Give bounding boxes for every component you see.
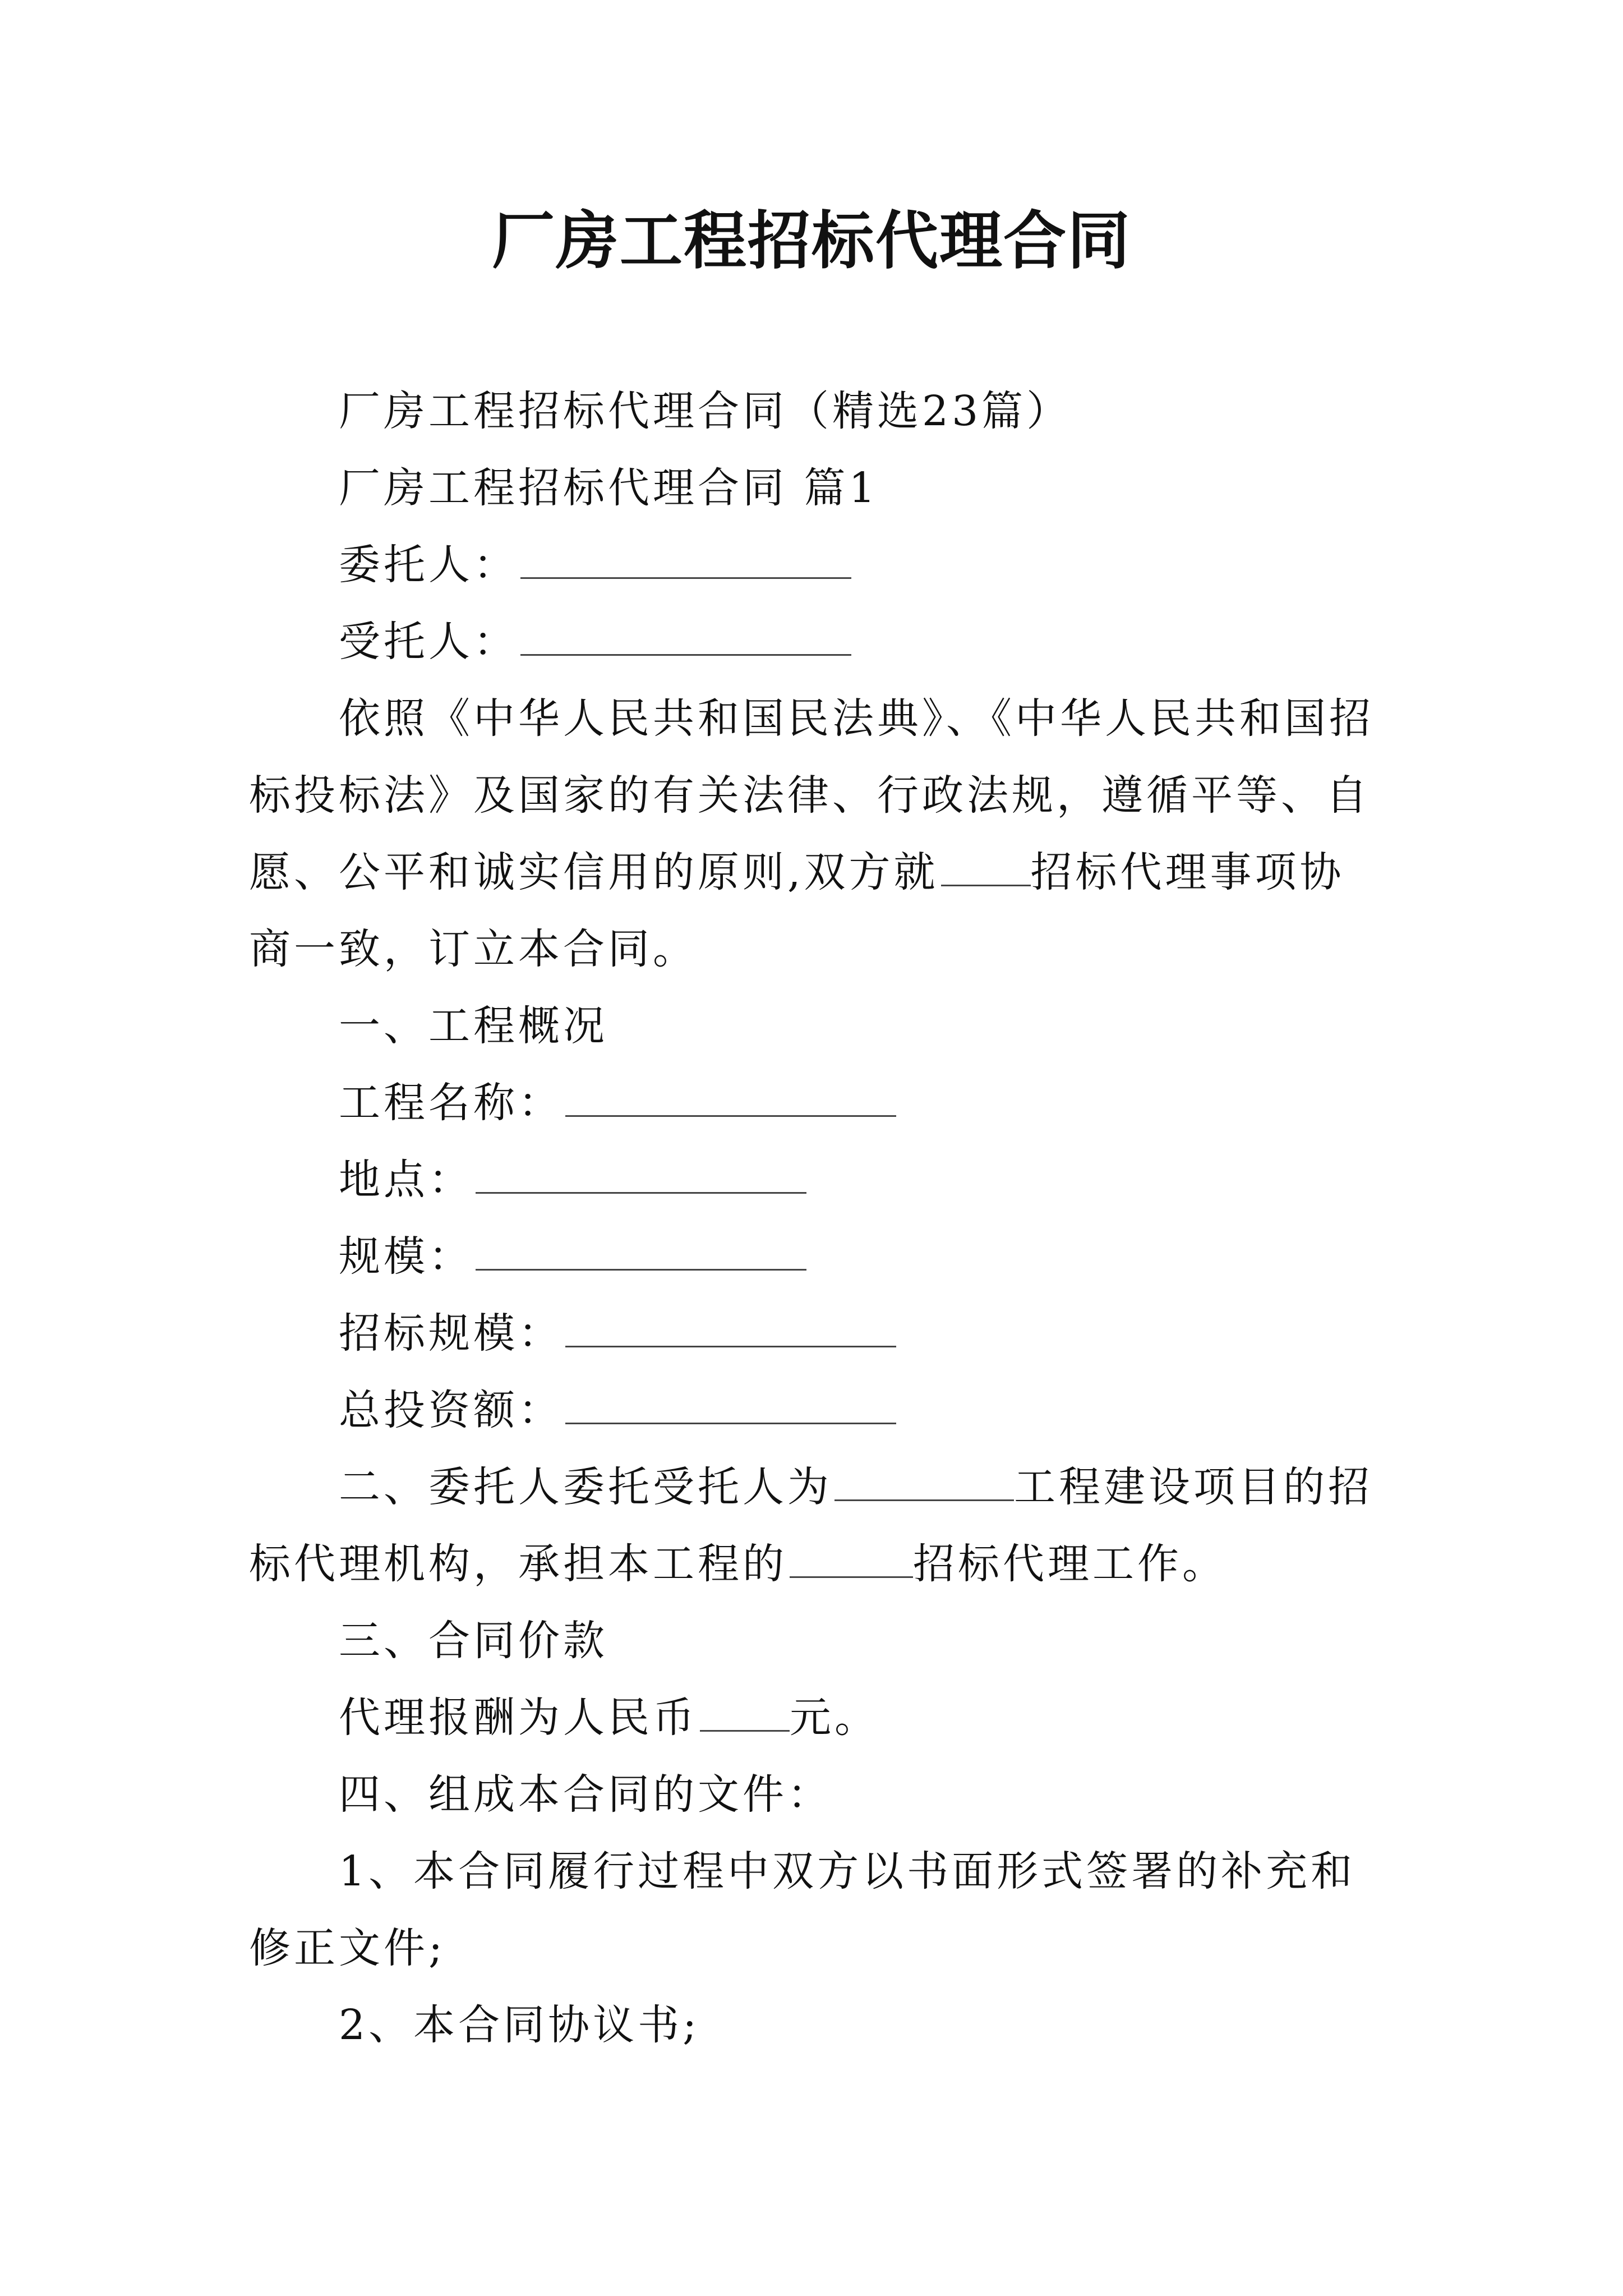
scale-label: 规模： [339,1232,473,1281]
location-label: 地点： [339,1156,473,1204]
project-type-blank [834,1462,1014,1501]
principal-blank [520,540,851,579]
section-2-paragraph [249,1449,1380,1603]
section-3-heading: 三、合同价款 [339,1617,608,1665]
agent-line [249,604,1380,680]
list-item-1: 1、本合同履行过程中双方以书面形式签署的补充和修正文件; [249,1847,1356,1972]
project-name-label: 工程名称： [339,1079,563,1127]
principal-line [249,527,1380,604]
section-2-text-1: 二、委托人委托受托人为 [339,1463,832,1511]
total-investment-blank [565,1386,896,1424]
project-name-blank [565,1078,896,1117]
scale-blank [476,1232,806,1271]
section-2-text-2: 工程建设项目的招标代理机构，承担本工程的 [249,1463,1373,1588]
fee-blank [700,1693,790,1732]
intro-paragraph [249,680,1380,988]
fee-line [249,1680,1380,1756]
document-body [249,373,1380,2064]
location-line [249,1142,1380,1218]
fee-text-1: 代理报酬为人民币 [339,1694,698,1742]
bid-scale-blank [565,1309,896,1347]
bid-scale-line [249,1295,1380,1372]
bid-scale-label: 招标规模： [339,1309,563,1358]
intro-text-1: 依照《中华人民共和国民法典》、《中华人民共和国招标投标法》及国家的有关法律、行政法规，遵循平等、自愿、公平和诚实信用的原则,双方就 [249,694,1374,896]
intro-blank [941,848,1031,886]
section-4-heading: 四、组成本合同的文件： [339,1770,832,1819]
scale-line [249,1218,1380,1295]
total-investment-line [249,1372,1380,1449]
document-title: 厂房工程招标代理合同 [492,204,1131,278]
location-blank [476,1155,806,1194]
intro-text-2: 招标代理事项协商一致，订立本合同。 [249,848,1345,973]
agent-label: 受托人： [339,618,518,666]
list-item-2: 2、本合同协议书; [339,2001,700,2049]
scope-blank [790,1539,913,1578]
fee-text-2: 元。 [790,1694,879,1742]
section-2-text-3: 招标代理工作。 [913,1540,1227,1588]
principal-label: 委托人： [339,541,518,589]
section-heading: 厂房工程招标代理合同 篇1 [339,464,879,512]
project-name-line [249,1065,1380,1142]
section-1-heading: 一、工程概况 [339,1002,608,1050]
subtitle: 厂房工程招标代理合同（精选23篇） [339,387,1072,435]
agent-blank [520,617,851,656]
total-investment-label: 总投资额： [339,1386,563,1434]
